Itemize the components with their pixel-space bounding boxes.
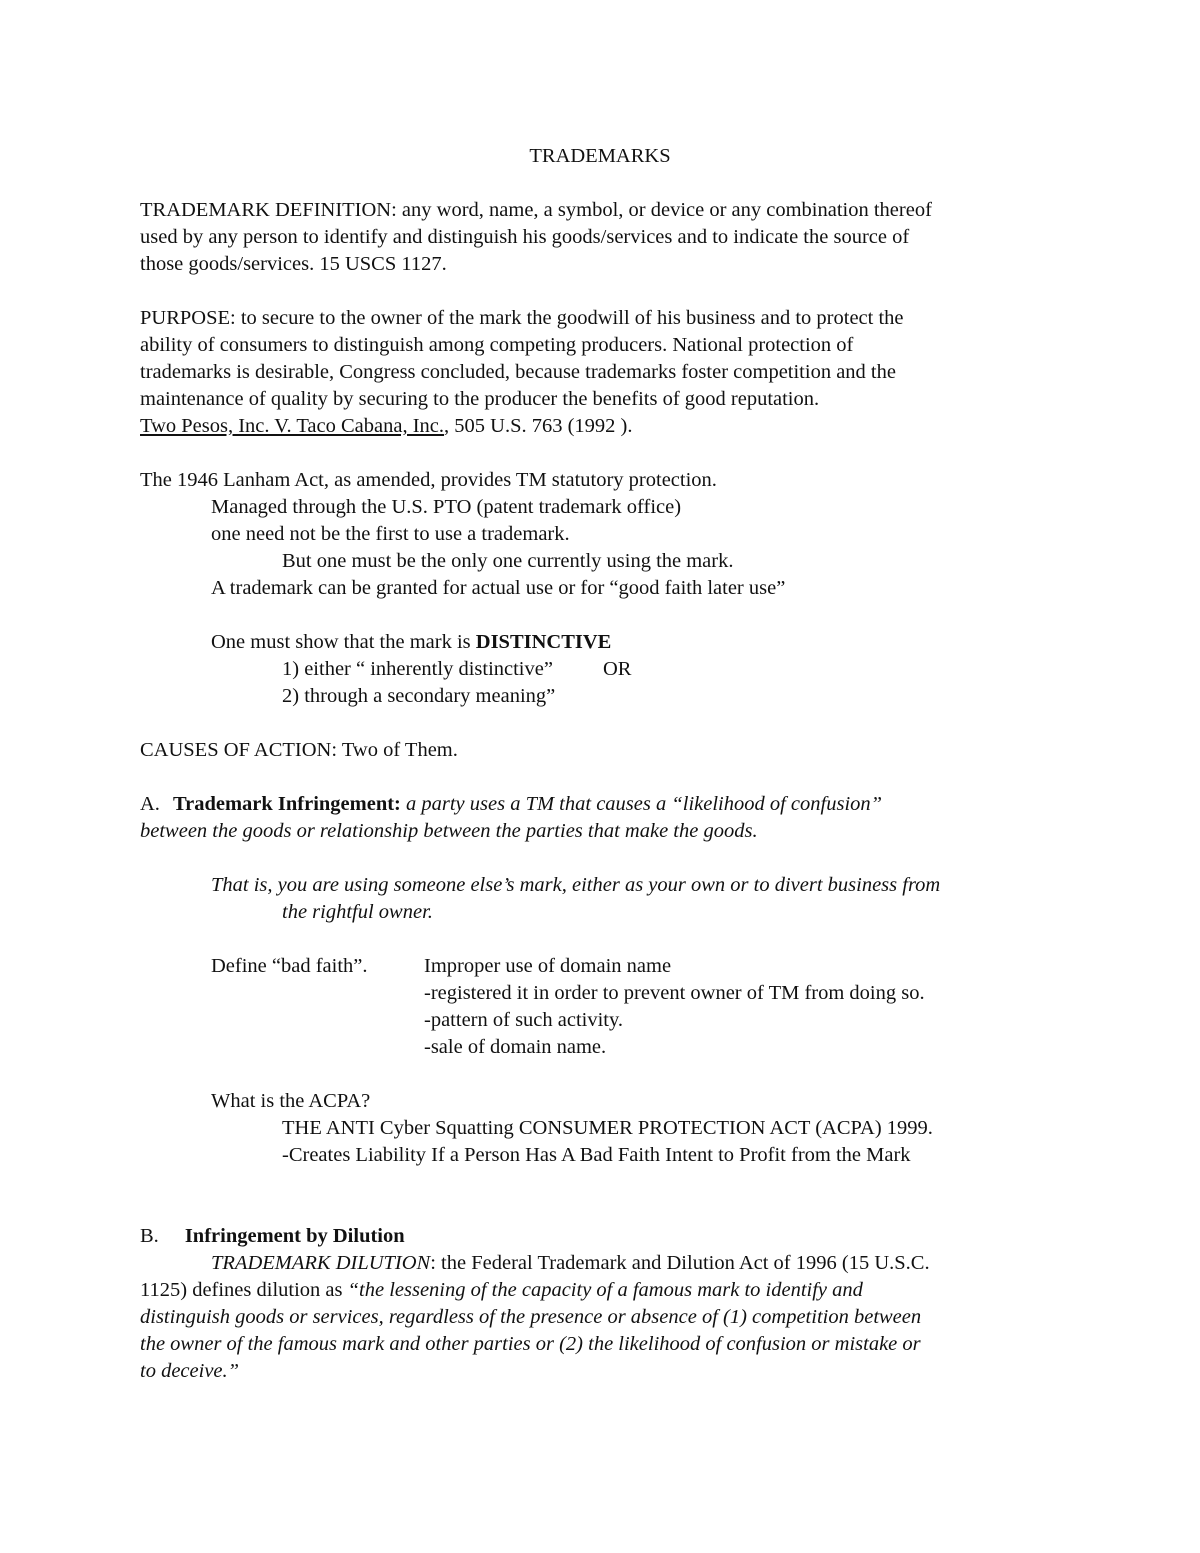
- section-b-letter: B.: [140, 1225, 159, 1247]
- acpa-line-2: -Creates Liability If a Person Has A Bad Faith Intent to Profit from the Mark: [282, 1144, 911, 1166]
- section-a-letter: A.: [140, 793, 160, 815]
- lanham-granted: A trademark can be granted for actual use or for “good faith later use”: [211, 577, 786, 599]
- purpose-line-2: ability of consumers to distinguish among competing producers. National protection of: [140, 334, 854, 356]
- section-a-title: Trademark Infringement:: [172, 793, 401, 815]
- section-a-desc-2: between the goods or relationship between the parties that make the goods.: [140, 820, 758, 842]
- dilution-line-4: the owner of the famous mark and other parties or (2) the likelihood of confusion or mistake or: [140, 1333, 921, 1355]
- dilution-line-2-quote: “the lessening of the capacity of a famous mark to identify and: [347, 1279, 863, 1301]
- bad-faith-item: -sale of domain name.: [424, 1036, 607, 1058]
- dilution-label: TRADEMARK DILUTION: [211, 1252, 431, 1274]
- distinctive-option-1: [282, 656, 631, 683]
- distinctive-option-2: 2) through a secondary meaning”: [282, 685, 556, 707]
- dilution-line-3: distinguish goods or services, regardless of the presence or absence of (1) competition between: [140, 1306, 922, 1328]
- bad-faith-item: Improper use of domain name: [424, 955, 672, 977]
- that-is-line-2: the rightful owner.: [282, 901, 433, 923]
- dilution-line-1-rest: : the Federal Trademark and Dilution Act of 1996 (15 U.S.C.: [430, 1252, 930, 1274]
- option-1-text: 1) either “ inherently distinctive”: [282, 658, 553, 680]
- definition-line-1: TRADEMARK DEFINITION: any word, name, a symbol, or device or any combination thereof: [140, 199, 932, 221]
- lanham-managed: Managed through the U.S. PTO (patent trademark office): [211, 496, 682, 518]
- dilution-line-1: [211, 1250, 930, 1277]
- definition-line-2: used by any person to identify and distinguish his goods/services and to indicate the source of: [140, 226, 910, 248]
- definition-line-3: those goods/services. 15 USCS 1127.: [140, 253, 447, 275]
- section-b-heading: [140, 1223, 405, 1250]
- section-b-title: Infringement by Dilution: [184, 1225, 405, 1247]
- section-a-desc-1: a party uses a TM that causes a “likelihood of confusion”: [400, 793, 883, 815]
- or-label: OR: [602, 658, 632, 680]
- page-title: TRADEMARKS: [529, 145, 671, 167]
- causes-heading: CAUSES OF ACTION: Two of Them.: [140, 739, 458, 761]
- purpose-line-3: trademarks is desirable, Congress concluded, because trademarks foster competition and the: [140, 361, 896, 383]
- bad-faith-label: Define “bad faith”.: [211, 955, 368, 977]
- lanham-first-use: one need not be the first to use a trademark.: [211, 523, 570, 545]
- acpa-line-1: THE ANTI Cyber Squatting CONSUMER PROTECTION ACT (ACPA) 1999.: [282, 1117, 933, 1139]
- case-cite: , 505 U.S. 763 (1992 ).: [444, 415, 633, 437]
- that-is-line-1: That is, you are using someone else’s mark, either as your own or to divert business from: [211, 874, 941, 896]
- case-citation: [140, 413, 633, 440]
- distinctive-word: DISTINCTIVE: [475, 631, 612, 653]
- lanham-intro: The 1946 Lanham Act, as amended, provides TM statutory protection.: [140, 469, 717, 491]
- distinctive-prefix: One must show that the mark is: [211, 631, 476, 653]
- section-a-heading: [140, 791, 882, 818]
- dilution-line-2-plain: 1125) defines dilution as: [140, 1279, 348, 1301]
- purpose-line-1: PURPOSE: to secure to the owner of the mark the goodwill of his business and to protect the: [140, 307, 904, 329]
- dilution-line-5: to deceive.”: [140, 1360, 240, 1382]
- dilution-line-2: [140, 1277, 863, 1304]
- acpa-question: What is the ACPA?: [211, 1090, 371, 1112]
- bad-faith-item: -registered it in order to prevent owner of TM from doing so.: [424, 982, 925, 1004]
- purpose-line-4: maintenance of quality by securing to the producer the benefits of good reputation.: [140, 388, 820, 410]
- lanham-only-one: But one must be the only one currently using the mark.: [282, 550, 734, 572]
- case-name: Two Pesos, Inc. V. Taco Cabana, Inc.: [140, 415, 445, 437]
- distinctive-requirement: [211, 629, 611, 656]
- bad-faith-item: -pattern of such activity.: [424, 1009, 624, 1031]
